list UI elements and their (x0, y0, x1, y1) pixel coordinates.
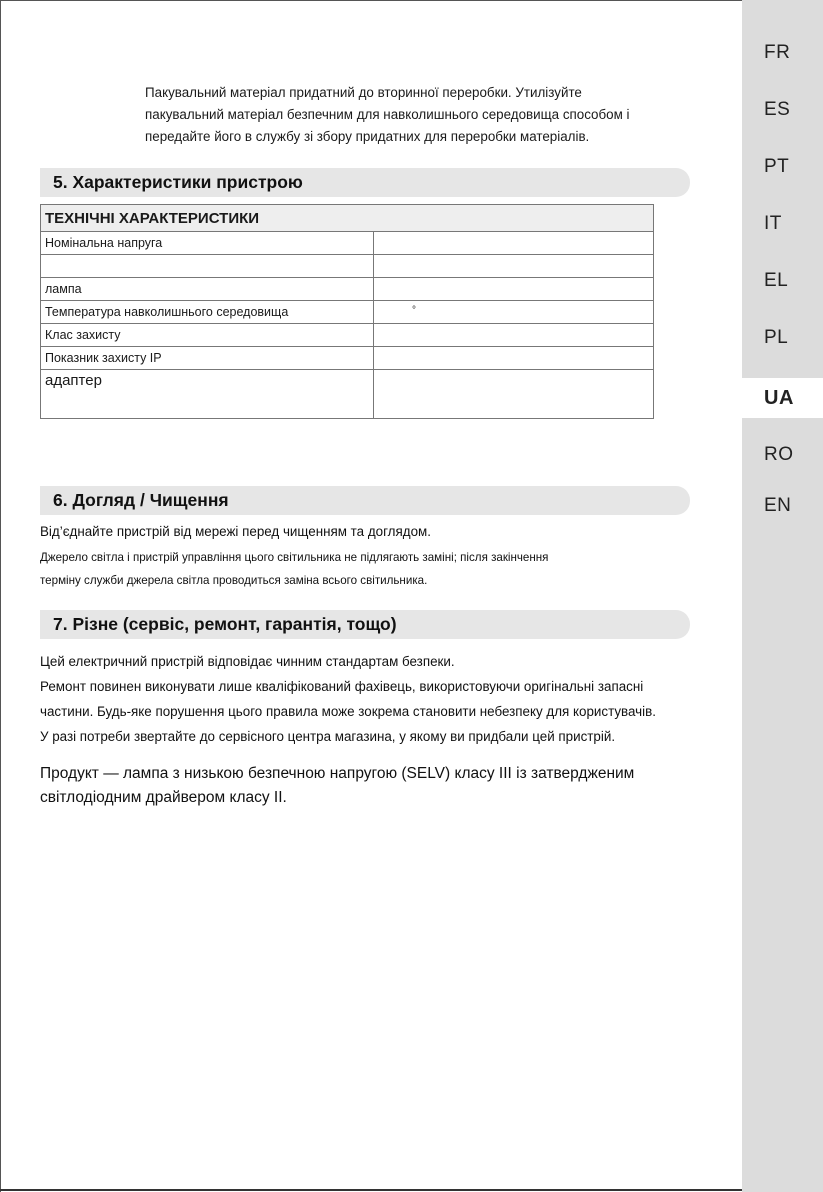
lang-tab-es[interactable]: ES (764, 99, 791, 120)
spec-label: Номінальна напруга (41, 232, 374, 255)
lang-tab-pt[interactable]: PT (764, 156, 790, 177)
degree-symbol: ° (412, 305, 416, 316)
spec-value (374, 255, 654, 278)
cleaning-instruction: Від’єднайте пристрій від мережі перед чищенням та доглядом. (40, 524, 431, 539)
spec-row (41, 255, 654, 278)
page-border-left (0, 0, 1, 1192)
spec-row (41, 301, 654, 324)
page-border-top (0, 0, 742, 1)
section-7-header (40, 610, 690, 639)
section-5-header (40, 168, 690, 197)
page-border-bottom (0, 1189, 742, 1191)
lang-tab-fr[interactable]: FR (764, 42, 791, 63)
spec-value (374, 347, 654, 370)
spec-label: Температура навколишнього середовища (41, 301, 374, 324)
spec-label: лампа (41, 278, 374, 301)
repair-instruction: частини. Будь-яке порушення цього правила може зокрема становити небезпеку для користувачів. (40, 704, 656, 719)
spec-value (374, 301, 654, 324)
product-description: Продукт — лампа з низькою безпечною напругою (SELV) класу III із затвердженим (40, 765, 635, 782)
lang-tab-en[interactable]: EN (764, 495, 792, 516)
spec-value (374, 232, 654, 255)
section-7-title: 7. Різне (сервіс, ремонт, гарантія, тощо) (53, 614, 397, 634)
packaging-note (145, 82, 705, 148)
spec-value (374, 278, 654, 301)
spec-row (41, 370, 654, 419)
lang-tab-ro[interactable]: RO (764, 444, 794, 465)
safety-statement: Цей електричний пристрій відповідає чинним стандартам безпеки. (40, 654, 455, 669)
spec-row (41, 232, 654, 255)
spec-label (41, 255, 374, 278)
repair-instruction: Ремонт повинен виконувати лише кваліфікований фахівець, використовуючи оригінальні запасні (40, 679, 644, 694)
packaging-line: Пакувальний матеріал придатний до вторинної переробки. Утилізуйте (145, 85, 582, 100)
packaging-line: пакувальний матеріал безпечним для навколишнього середовища способом і (145, 107, 630, 122)
lang-tab-it[interactable]: IT (764, 213, 782, 234)
light-source-note: терміну служби джерела світла проводиться заміна всього світильника. (40, 574, 428, 587)
spec-label: адаптер (41, 370, 374, 419)
spec-value (374, 370, 654, 419)
lang-tab-ua[interactable]: UA (742, 378, 823, 418)
spec-label: Клас захисту (41, 324, 374, 347)
light-source-note: Джерело світла і пристрій управління цього світильника не підлягають заміні; після закінчення (40, 551, 549, 564)
service-note: У разі потреби звертайте до сервісного центра магазина, у якому ви придбали цей пристрій. (40, 729, 616, 744)
packaging-line: передайте його в службу зі збору придатних для переробки матеріалів. (145, 129, 590, 144)
spec-row (41, 347, 654, 370)
spec-row (41, 278, 654, 301)
spec-table (40, 204, 654, 419)
language-sidebar (742, 0, 823, 1192)
section-5-title: 5. Характеристики пристрою (53, 172, 303, 192)
section-6-header (40, 486, 690, 515)
spec-value (374, 324, 654, 347)
lang-tab-el[interactable]: EL (764, 270, 789, 291)
lang-tab-pl[interactable]: PL (764, 327, 789, 348)
spec-table-header-row (41, 205, 654, 232)
section-6-title: 6. Догляд / Чищення (53, 490, 229, 510)
spec-table-header: ТЕХНІЧНІ ХАРАКТЕРИСТИКИ (41, 205, 654, 232)
spec-row (41, 324, 654, 347)
product-description: світлодіодним драйвером класу II. (40, 789, 287, 806)
spec-label: Показник захисту IP (41, 347, 374, 370)
